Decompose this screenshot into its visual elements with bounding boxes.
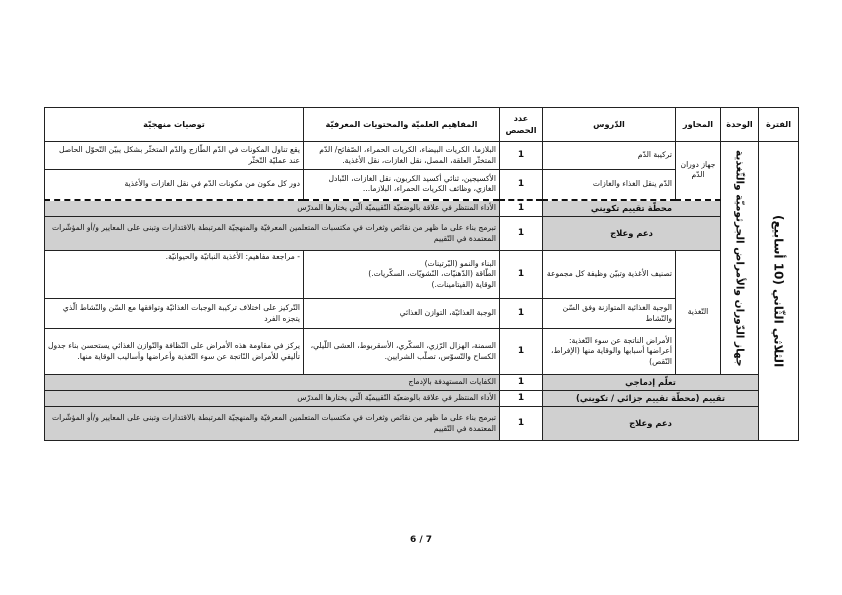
page-number: 6 / 7 [409, 535, 433, 545]
header-concepts: المفاهيم العلميّة والمحتويات المعرفيّة [304, 108, 500, 142]
recommendations-cell: التّركيز على اختلاف تركيبة الوجبات الغذائيّة وتوافقها مع السّن والنّشاط الّذي يتجزه الفرد [45, 299, 304, 329]
integration-title: تعلّم إدماجي [543, 375, 759, 391]
recommendations-cell: يقع تناول المكونات في الدّم الطّازج والدّم المتخثّر بشكل يبيّن التّحوّل الحاصل عند عمليّة التّخثّر [45, 142, 304, 170]
axis-nutrition: التّغذية [676, 251, 721, 375]
assessment-description: الأداء المنتظر في علاقة بالوضعيّة التّقييميّة الّتي يختارها المدرّس [45, 200, 500, 217]
concepts-cell: السمنة، الهزال الرّزي، السكّري، الأسقربوط، العشى اللّيلي، الكساح والتّسوّس، تصلّب الشرايين. [304, 329, 500, 375]
concepts-cell: البناء والنمو (البّرتينات) الطّاقة (الدّهنيّات، النّشويّات، السكّريات.) الوقاية (الفيتامينات.) [304, 251, 500, 299]
sessions-cell: 1 [500, 170, 543, 200]
assessment-title: محطّة تقييم تكويني [543, 200, 721, 217]
header-period: الفترة [759, 108, 799, 142]
sessions-cell: 1 [500, 251, 543, 299]
table-row [45, 251, 799, 299]
lesson-cell: تصنيف الأغذية وتبيّن وظيفة كل مجموعة [543, 251, 676, 299]
header-lessons: الدّروس [543, 108, 676, 142]
period-label: الثلاثي الثّاني (10 أسابيع) [771, 214, 786, 368]
sessions-cell: 1 [500, 391, 543, 407]
header-axes: المحاور [676, 108, 721, 142]
sessions-cell: 1 [500, 217, 543, 251]
header-unit: الوحدة [721, 108, 759, 142]
header-sessions: عدد الحصص [500, 108, 543, 142]
lesson-cell: الوجبة الغذائية المتوازنة وفق السّن والنّشاط [543, 299, 676, 329]
concepts-cell: البلازما، الكريات البيضاء، الكريات الحمراء، الصّفائح/ الدّم المتخثّر العلقة، المصل، نقل الغازات، نقل الأغذية. [304, 142, 500, 170]
header-recommendations: توصيات منهجيّة [45, 108, 304, 142]
concepts-cell: الوجبة الغذائيّة، التوازن الغذائي [304, 299, 500, 329]
sessions-cell: 1 [500, 200, 543, 217]
curriculum-table [44, 107, 799, 441]
lesson-cell: تركيبة الدّم [543, 142, 676, 170]
integration-description: الكفايات المستهدفة بالإدماج [45, 375, 500, 391]
recommendations-cell: دور كل مكون من مكونات الدّم في نقل الغازات والأغذية [45, 170, 304, 200]
unit-cell [721, 142, 759, 375]
concepts-cell: الأكسيجين، ثنائي أكسيد الكربون، نقل الغازات، التّبادل الغازي، وظائف الكريات الحمراء، البلازما... [304, 170, 500, 200]
header-row [45, 108, 799, 142]
remediation-title: دعم وعلاج [543, 217, 721, 251]
recommendations-cell: يركز في مقاومة هذه الأمراض على النّظافة والتّوازن الغذائي يستحسن بناء جدول تأليفي للأمراض النّاتجة عن سوء التّغذية وأعراضها وأساليب الوقاية منها. [45, 329, 304, 375]
remediation-title: دعم وعلاج [543, 407, 759, 441]
table-row [45, 375, 799, 391]
recommendations-cell: - مراجعة مفاهيم: الأغذية النباتيّة والحيوانيّة. [45, 251, 304, 299]
lesson-cell: الدّم ينقل الغذاء والغازات [543, 170, 676, 200]
axis-circulation: جهاز دوران الدّم [676, 142, 721, 200]
table-row [45, 200, 799, 217]
sessions-cell: 1 [500, 375, 543, 391]
table-row [45, 142, 799, 170]
table-row [45, 217, 799, 251]
period-cell [759, 142, 799, 441]
remediation-description: تبرمج بناء على ما ظهر من نقائص وثغرات في مكتسبات المتعلمين المعرفيّة والمنهجيّة المرتبطة بالاقتدارات وتبنى على المعايير و/أو المؤشّرات المعتمدة في التّقييم [45, 217, 500, 251]
table-row [45, 407, 799, 441]
lesson-cell: الأمراض الناتجة عن سوء التّغذية: أعراضها أسبابها والوقاية منها (الإفراط، النّقص) [543, 329, 676, 375]
evaluation-description: الأداء المنتظر في علاقة بالوضعيّة التّقييميّة الّتي يختارها المدرّس [45, 391, 500, 407]
unit-label: جهاز الدّوران والأمراض الجرثوميّة والتّغذية [733, 149, 746, 367]
evaluation-title: تقييم (محطّة تقييم جزائي / تكويني) [543, 391, 759, 407]
sessions-cell: 1 [500, 142, 543, 170]
sessions-cell: 1 [500, 299, 543, 329]
sessions-cell: 1 [500, 329, 543, 375]
sessions-cell: 1 [500, 407, 543, 441]
table-row [45, 391, 799, 407]
remediation-description: تبرمج بناء على ما ظهر من نقائص وثغرات في مكتسبات المتعلمين المعرفيّة والمنهجيّة المرتبطة بالاقتدارات وتبنى على المعايير و/أو المؤشّرات المعتمدة في التّقييم [45, 407, 500, 441]
